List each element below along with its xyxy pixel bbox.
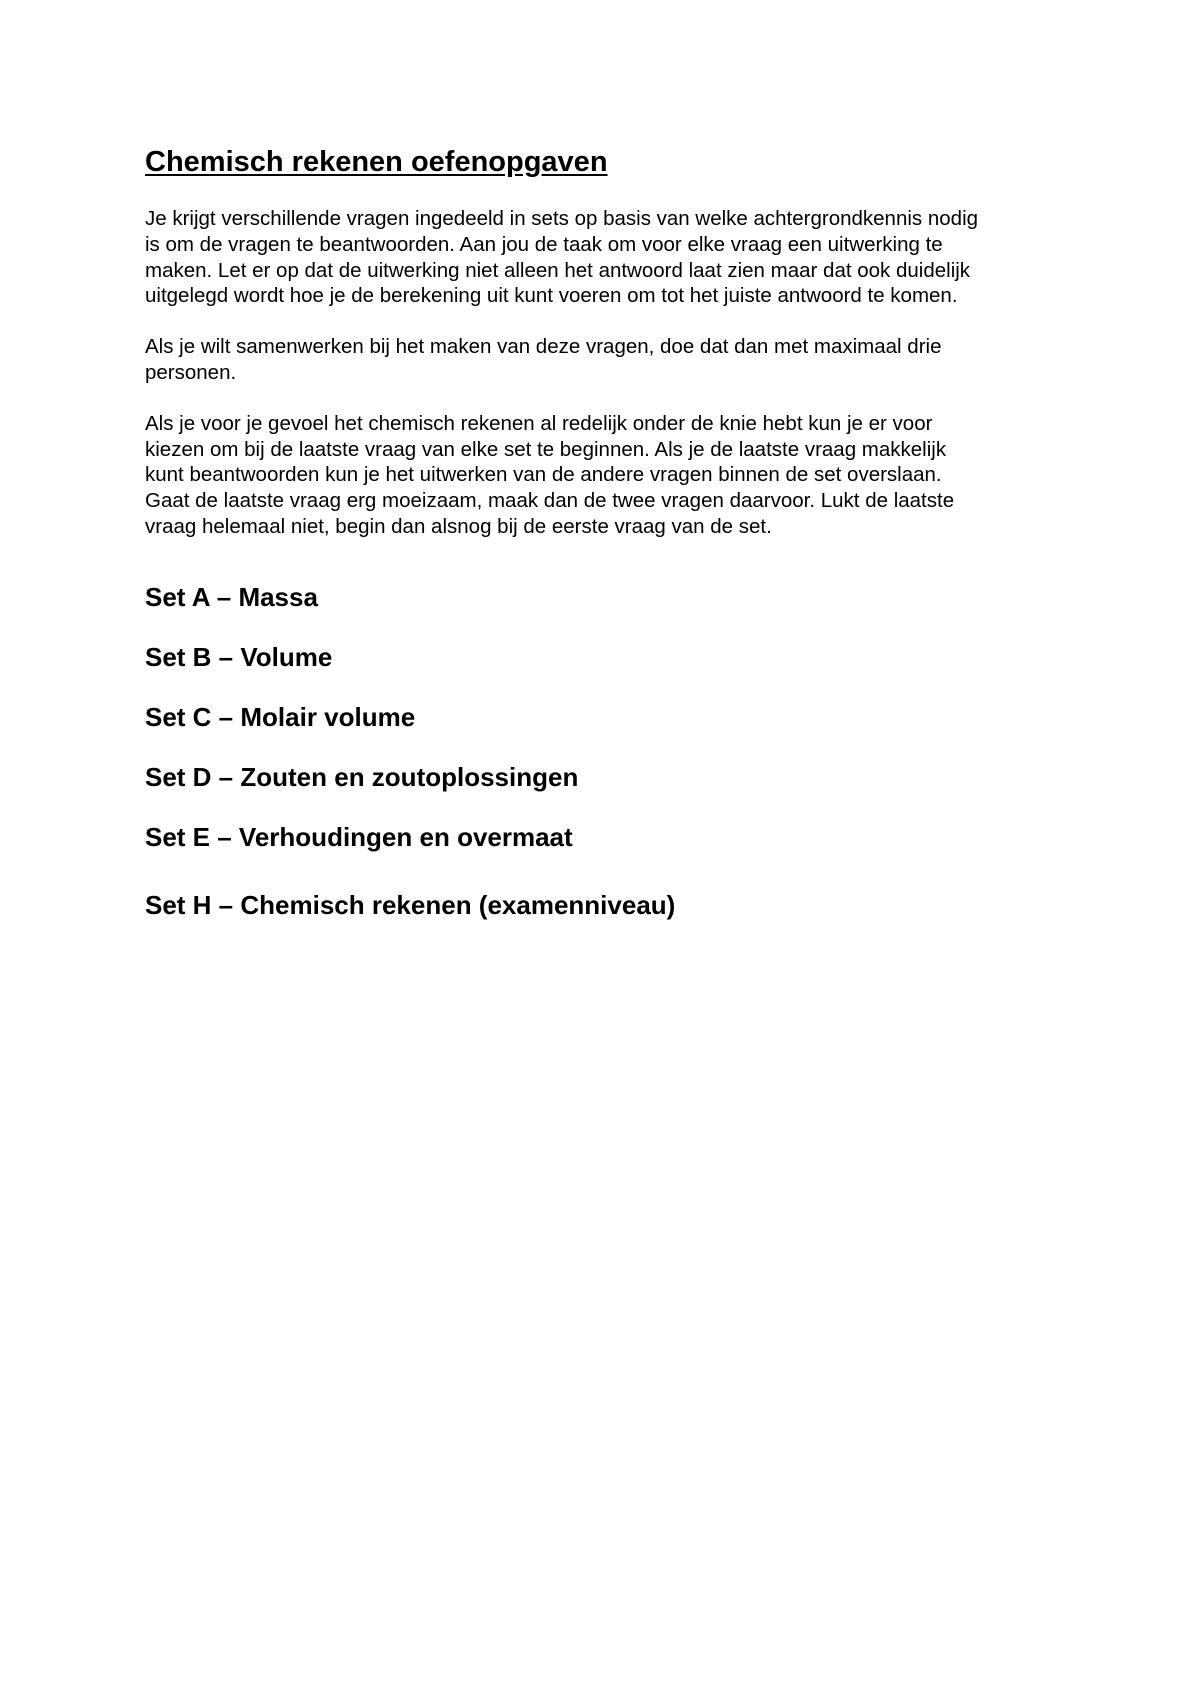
set-heading-a: Set A – Massa bbox=[145, 581, 318, 612]
set-heading-c: Set C – Molair volume bbox=[145, 701, 416, 732]
set-heading-b: Set B – Volume bbox=[145, 641, 333, 672]
set-heading-e: Set E – Verhoudingen en overmaat bbox=[145, 821, 573, 852]
intro-paragraph: Je krijgt verschillende vragen ingedeeld in sets op basis van welke achtergrondkennis nodig is om de vragen te beantwoorden. Aan jou de taak om voor elke vraag een uitwerking te maken. Let er op dat de uitwerking niet alleen het antwoord laat zien maar dat ook duidelijk uitgelegd wordt hoe je de berekening uit kunt voeren om tot het juiste antwoord te komen. bbox=[145, 207, 979, 308]
document-content bbox=[145, 142, 1065, 948]
set-heading-d: Set D – Zouten en zoutoplossingen bbox=[145, 761, 579, 792]
document-title: Chemisch rekenen oefenopgaven bbox=[145, 146, 608, 178]
collaboration-paragraph: Als je wilt samenwerken bij het maken van deze vragen, doe dat dan met maximaal drie personen. bbox=[145, 335, 942, 384]
set-list bbox=[145, 580, 1065, 922]
strategy-paragraph: Als je voor je gevoel het chemisch rekenen al redelijk onder de knie hebt kun je er voor kiezen om bij de laatste vraag van elke set te beginnen. Als je de laatste vraag makkelijk kunt beantwoorden kun je het uitwerken van de andere vragen binnen de set overslaan. Gaat de laatste vraag erg moeizaam, maak dan de twee vragen daarvoor. Lukt de laatste vraag helemaal niet, begin dan alsnog bij de eerste vraag van de set. bbox=[145, 411, 955, 538]
set-heading-h: Set H – Chemisch rekenen (examenniveau) bbox=[145, 889, 676, 920]
